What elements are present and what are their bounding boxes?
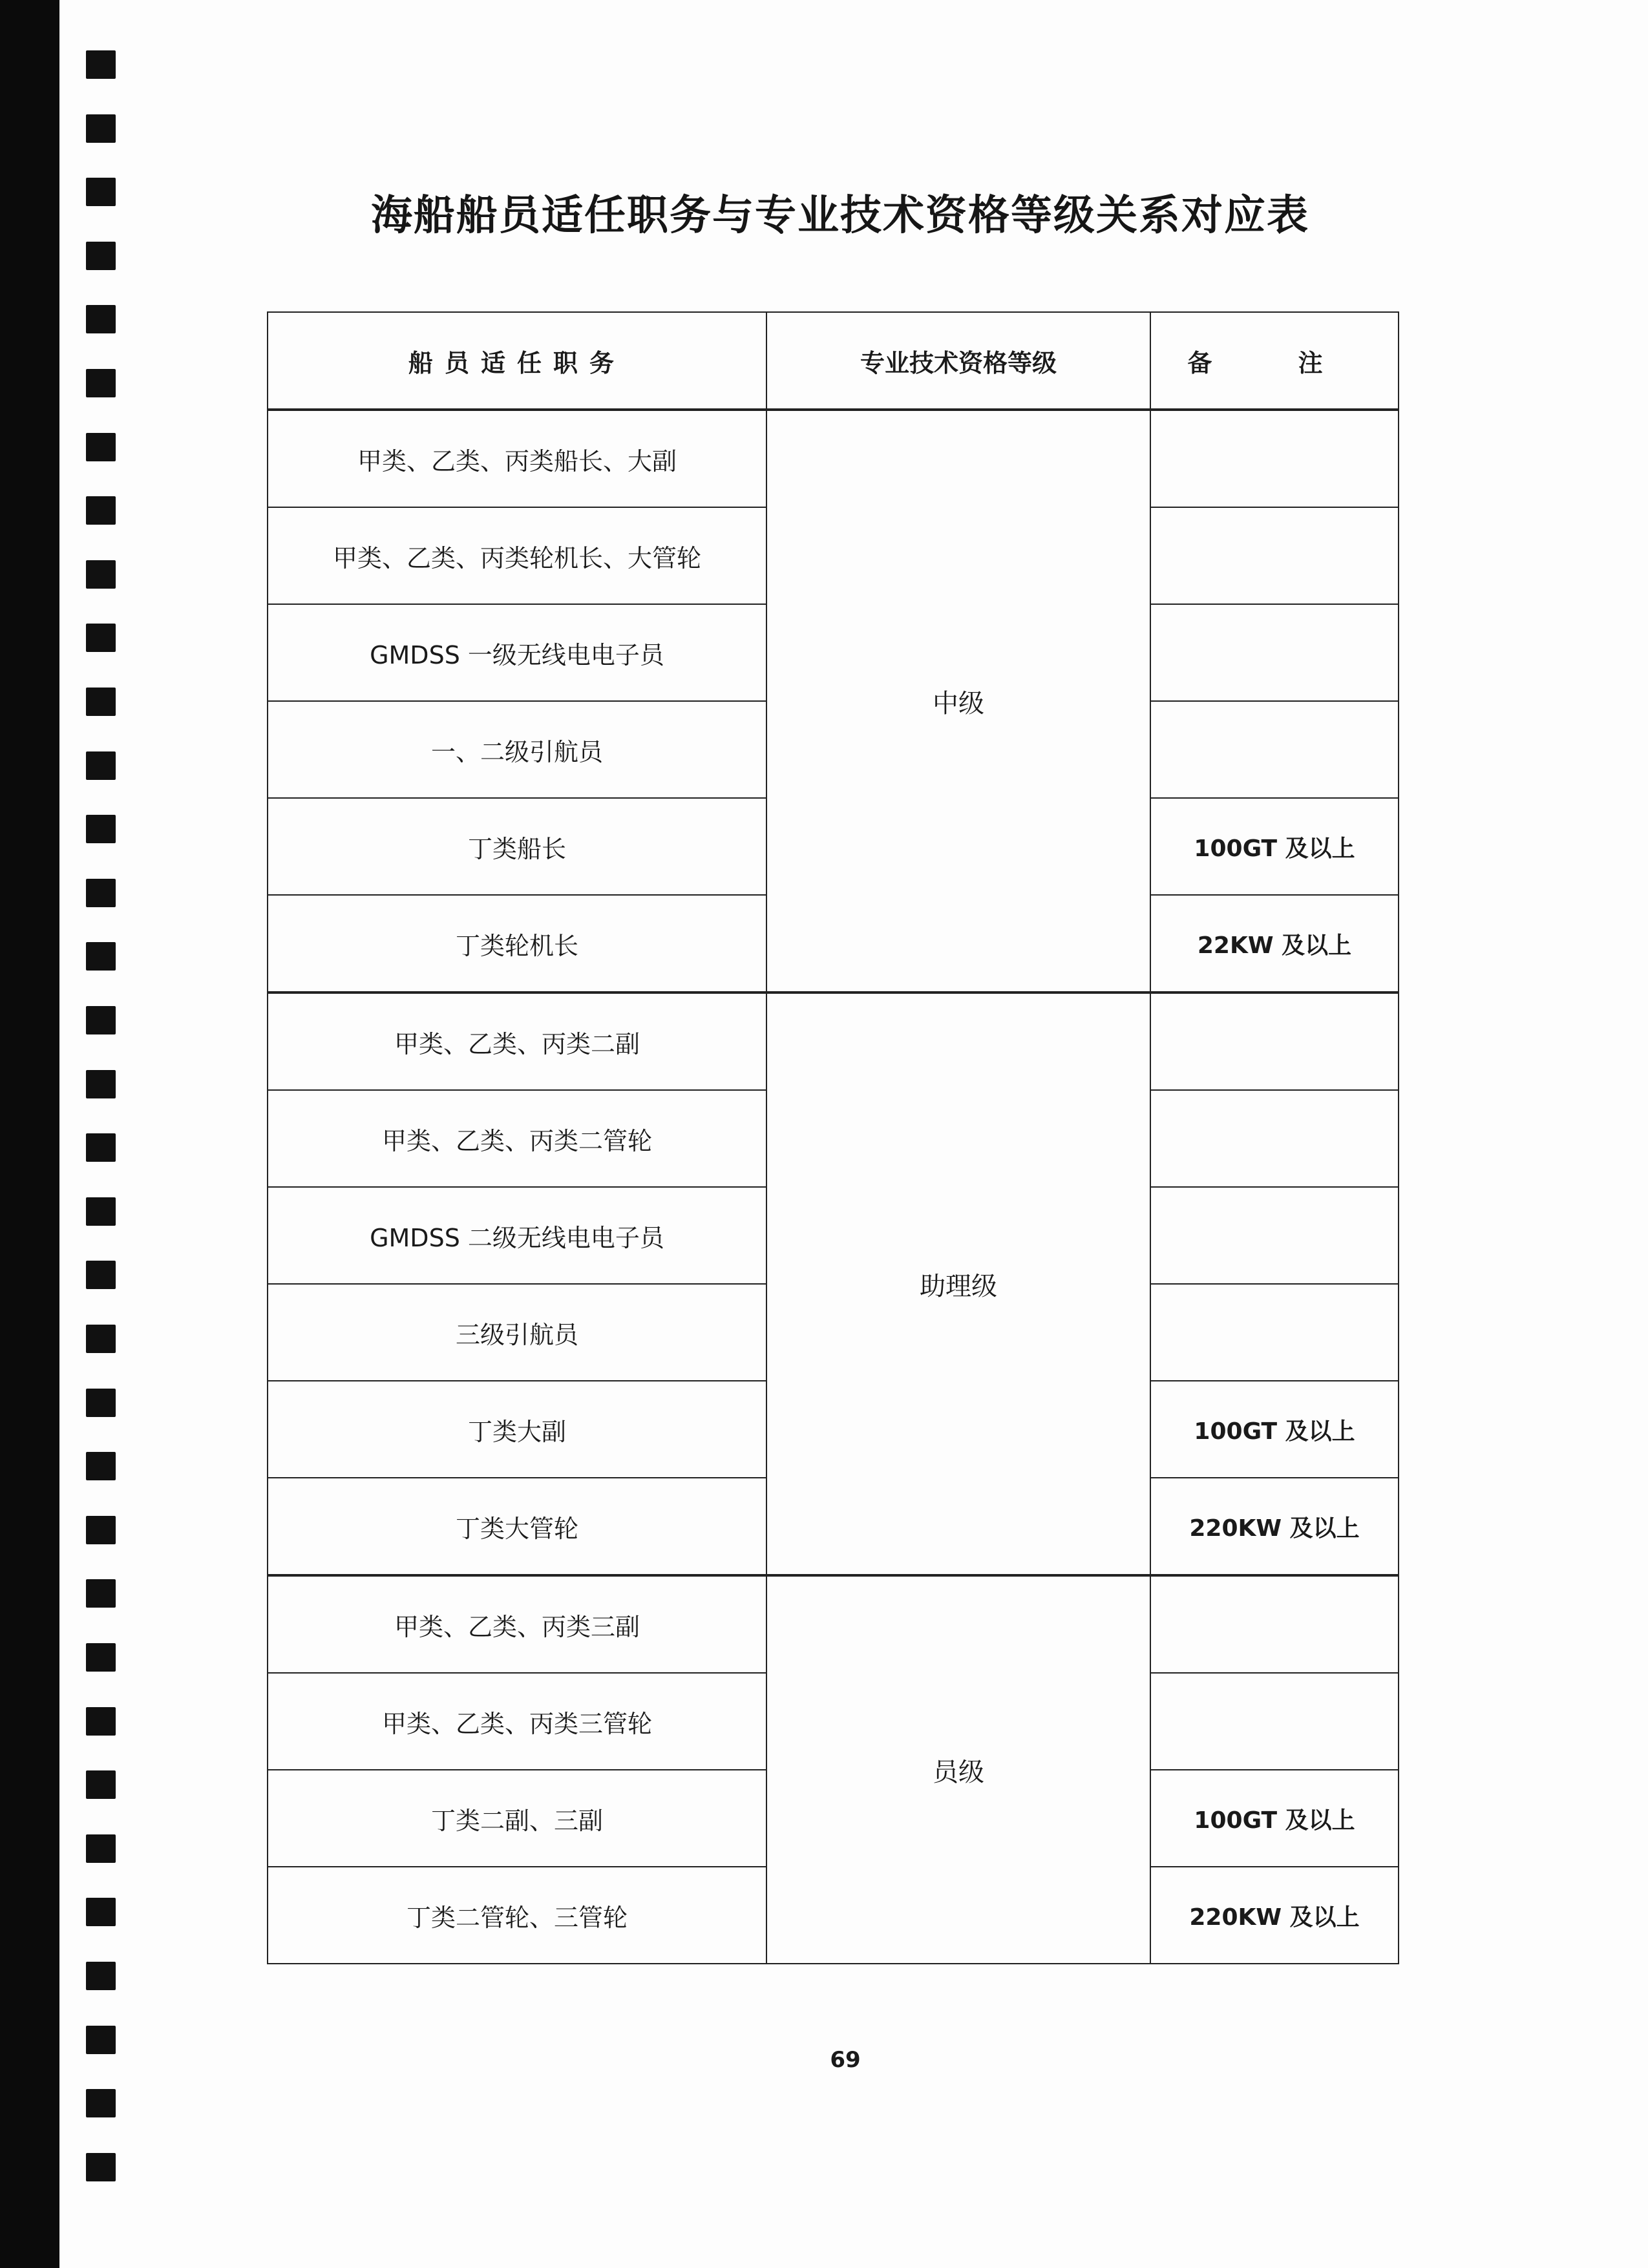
binding-hole (86, 242, 116, 270)
duty-cell: GMDSS 二级无线电电子员 (268, 1187, 766, 1284)
duty-cell: 甲类、乙类、丙类二副 (268, 992, 766, 1090)
table-row (268, 410, 1399, 507)
duty-cell: 甲类、乙类、丙类三管轮 (268, 1673, 766, 1770)
binding-hole (86, 369, 116, 397)
note-cell (1150, 1575, 1399, 1673)
binding-hole (86, 751, 116, 780)
note-cell (1150, 604, 1399, 701)
header-note: 备 注 (1150, 312, 1399, 410)
binding-hole (86, 1452, 116, 1480)
binding-hole (86, 433, 116, 461)
table-row (268, 992, 1399, 1090)
binding-hole (86, 815, 116, 843)
duty-cell: 甲类、乙类、丙类轮机长、大管轮 (268, 507, 766, 604)
binding-hole (86, 688, 116, 716)
note-cell (1150, 1284, 1399, 1381)
table-header-row (268, 312, 1399, 410)
binding-hole (86, 114, 116, 143)
table-row (268, 1575, 1399, 1673)
binding-hole (86, 1579, 116, 1608)
duty-cell: 一、二级引航员 (268, 701, 766, 798)
binding-hole (86, 1834, 116, 1863)
binding-hole (86, 560, 116, 589)
note-cell (1150, 410, 1399, 507)
duty-cell: 丁类大管轮 (268, 1478, 766, 1575)
binding-hole (86, 305, 116, 333)
note-cell: 220KW 及以上 (1150, 1478, 1399, 1575)
binding-hole (86, 942, 116, 971)
grade-cell: 中级 (766, 410, 1150, 992)
binding-hole (86, 2089, 116, 2117)
note-cell: 22KW 及以上 (1150, 895, 1399, 992)
note-cell (1150, 507, 1399, 604)
binding-hole (86, 624, 116, 652)
binding-hole (86, 1898, 116, 1926)
duty-cell: 丁类船长 (268, 798, 766, 895)
duty-cell: 三级引航员 (268, 1284, 766, 1381)
note-cell (1150, 1187, 1399, 1284)
page-title: 海船船员适任职务与专业技术资格等级关系对应表 (371, 191, 1309, 240)
binding-strip (0, 0, 59, 2268)
duty-cell: 丁类二副、三副 (268, 1770, 766, 1867)
duty-grade-table (267, 311, 1399, 1964)
header-duty: 船员适任职务 (268, 312, 766, 410)
note-cell: 100GT 及以上 (1150, 798, 1399, 895)
note-cell: 100GT 及以上 (1150, 1381, 1399, 1478)
binding-hole (86, 879, 116, 907)
note-cell (1150, 992, 1399, 1090)
note-cell (1150, 1673, 1399, 1770)
binding-hole (86, 1070, 116, 1098)
binding-hole (86, 2153, 116, 2181)
binding-hole (86, 1006, 116, 1034)
page-number: 69 (830, 2047, 861, 2073)
binding-hole (86, 496, 116, 525)
binding-hole (86, 1261, 116, 1289)
grade-cell: 员级 (766, 1575, 1150, 1964)
duty-cell: 甲类、乙类、丙类二管轮 (268, 1090, 766, 1187)
binding-hole (86, 1516, 116, 1544)
binding-holes (86, 0, 118, 2268)
binding-hole (86, 1325, 116, 1353)
note-cell (1150, 701, 1399, 798)
grade-cell: 助理级 (766, 992, 1150, 1575)
binding-hole (86, 1962, 116, 1990)
duty-cell: 甲类、乙类、丙类三副 (268, 1575, 766, 1673)
binding-hole (86, 1389, 116, 1417)
note-cell: 100GT 及以上 (1150, 1770, 1399, 1867)
binding-hole (86, 1643, 116, 1672)
note-cell: 220KW 及以上 (1150, 1867, 1399, 1964)
binding-hole (86, 1707, 116, 1736)
header-grade: 专业技术资格等级 (766, 312, 1150, 410)
duty-cell: 丁类大副 (268, 1381, 766, 1478)
duty-cell: GMDSS 一级无线电电子员 (268, 604, 766, 701)
duty-cell: 丁类轮机长 (268, 895, 766, 992)
duty-cell: 丁类二管轮、三管轮 (268, 1867, 766, 1964)
binding-hole (86, 1133, 116, 1162)
binding-hole (86, 50, 116, 79)
binding-hole (86, 1770, 116, 1799)
note-cell (1150, 1090, 1399, 1187)
binding-hole (86, 1197, 116, 1226)
duty-cell: 甲类、乙类、丙类船长、大副 (268, 410, 766, 507)
